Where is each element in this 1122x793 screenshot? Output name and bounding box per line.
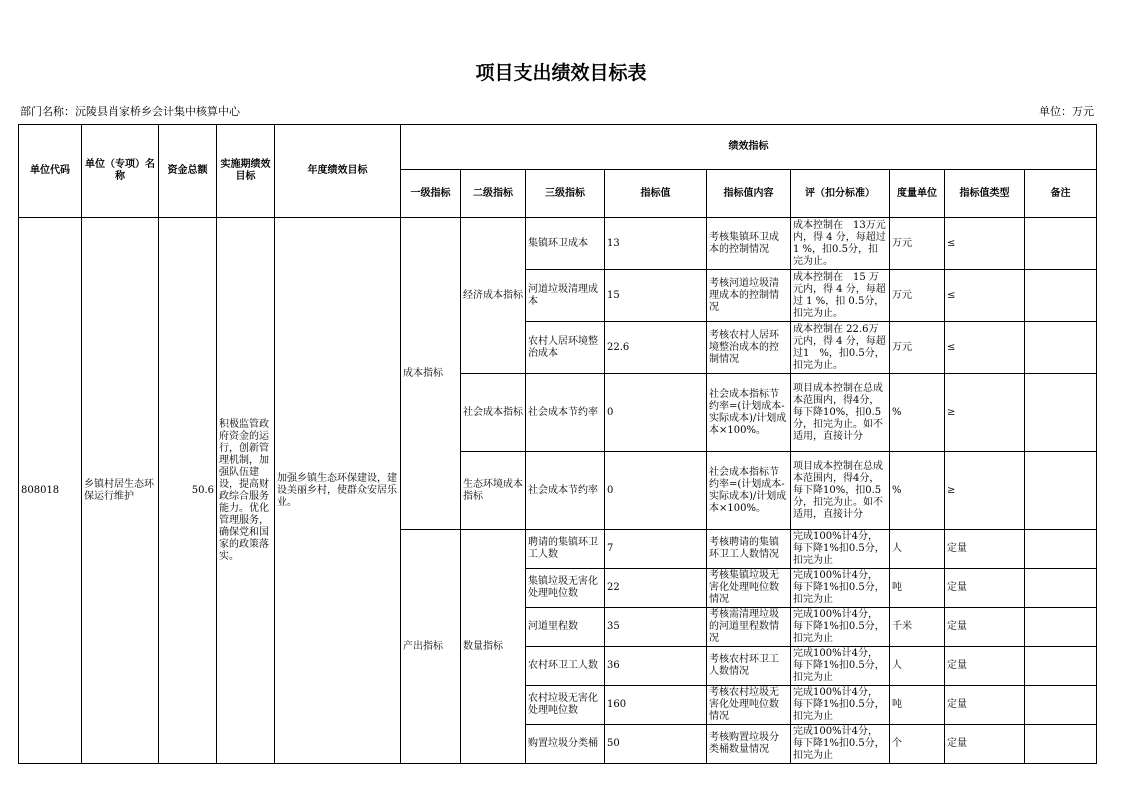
- project-period-goal: 积极监管政府资金的运行，创新管理机制，加强队伍建设，提高财政综合服务能力。优化管理服务，确保党和国家的政策落实。: [217, 218, 275, 764]
- row-content: 考核集镇垃圾无害化处理吨位数情况: [707, 569, 791, 608]
- group-economic-cost: 经济成本指标: [461, 218, 526, 374]
- row-remark: [1025, 452, 1097, 530]
- header-remarks: 备注: [1025, 170, 1097, 218]
- row-value: 7: [605, 530, 707, 569]
- row-l3: 农村人居环境整治成本: [526, 322, 605, 374]
- row-scoring: 完成100%计4分，每下降1%扣0.5分，扣完为止: [791, 686, 890, 725]
- page-title: 项目支出绩效目标表: [475, 62, 647, 84]
- row-value: 160: [605, 686, 707, 725]
- row-remark: [1025, 647, 1097, 686]
- row-value: 0: [605, 452, 707, 530]
- row-l3: 农村环卫工人数: [526, 647, 605, 686]
- header-unit-code: 单位代码: [19, 125, 82, 218]
- row-type: ≥: [945, 374, 1025, 452]
- row-type: 定量: [945, 725, 1025, 764]
- row-remark: [1025, 374, 1097, 452]
- row-content: 考核农村人居环境整治成本的控制情况: [707, 322, 791, 374]
- header-level1: 一级指标: [401, 170, 461, 218]
- row-type: 定量: [945, 608, 1025, 647]
- row-scoring: 完成100%计4分，每下降1%扣0.5分，扣完为止: [791, 647, 890, 686]
- group-quantity: 数量指标: [461, 530, 526, 764]
- header-period-goal: 实施期绩效目标: [217, 125, 275, 218]
- row-unit: 人: [890, 647, 945, 686]
- row-content: 考核购置垃圾分类桶数量情况: [707, 725, 791, 764]
- row-type: 定量: [945, 686, 1025, 725]
- row-type: 定量: [945, 569, 1025, 608]
- row-type: ≤: [945, 218, 1025, 270]
- performance-table: [18, 124, 1097, 764]
- header-value: 指标值: [605, 170, 707, 218]
- row-remark: [1025, 725, 1097, 764]
- header-content: 指标值内容: [707, 170, 791, 218]
- group-social-cost: 社会成本指标: [461, 374, 526, 452]
- row-scoring: 完成100%计4分，每下降1%扣0.5分，扣完为止: [791, 569, 890, 608]
- row-scoring: 成本控制在 22.6万元内，得 4 分，每超过1 %，扣0.5分，扣完为止。: [791, 322, 890, 374]
- row-content: 考核农村环卫工人数情况: [707, 647, 791, 686]
- row-unit: %: [890, 452, 945, 530]
- row-content: 考核集镇环卫成本的控制情况: [707, 218, 791, 270]
- row-type: ≥: [945, 452, 1025, 530]
- row-value: 36: [605, 647, 707, 686]
- row-unit: 人: [890, 530, 945, 569]
- project-annual-goal: 加强乡镇生态环保建设，建设美丽乡村，使群众安居乐业。: [275, 218, 401, 764]
- row-l3: 集镇垃圾无害化处理吨位数: [526, 569, 605, 608]
- header-annual-goal: 年度绩效目标: [275, 125, 401, 218]
- row-l3: 河道里程数: [526, 608, 605, 647]
- row-content: 考核聘请的集镇环卫工人数情况: [707, 530, 791, 569]
- row-l3: 社会成本节约率: [526, 452, 605, 530]
- row-unit: 千米: [890, 608, 945, 647]
- header-row-1: [19, 125, 1097, 170]
- row-value: 13: [605, 218, 707, 270]
- row-l3: 聘请的集镇环卫工人数: [526, 530, 605, 569]
- header-level3: 三级指标: [526, 170, 605, 218]
- row-remark: [1025, 530, 1097, 569]
- header-level2: 二级指标: [461, 170, 526, 218]
- row-content: 考核农村垃圾无害化处理吨位数情况: [707, 686, 791, 725]
- row-remark: [1025, 218, 1097, 270]
- row-type: ≤: [945, 270, 1025, 322]
- row-value: 15: [605, 270, 707, 322]
- row-l3: 社会成本节约率: [526, 374, 605, 452]
- row-l3: 集镇环卫成本: [526, 218, 605, 270]
- row-value: 35: [605, 608, 707, 647]
- row-scoring: 项目成本控制在总成本范围内，得4分，每下降10%，扣0.5分，扣完为止。如不适用，直接计分: [791, 374, 890, 452]
- project-funds: 50.6: [159, 218, 217, 764]
- row-type: ≤: [945, 322, 1025, 374]
- row-unit: 万元: [890, 218, 945, 270]
- row-type: 定量: [945, 647, 1025, 686]
- row-unit: 万元: [890, 270, 945, 322]
- header-scoring: 评（扣分标准）: [791, 170, 890, 218]
- header-total-funds: 资金总额: [159, 125, 217, 218]
- row-scoring: 成本控制在 15 万元内，得 4 分，每超过 1 %，扣 0.5分，扣完为止。: [791, 270, 890, 322]
- row-unit: 万元: [890, 322, 945, 374]
- department-name: 部门名称：沅陵县肖家桥乡会计集中核算中心: [20, 105, 240, 118]
- project-name: 乡镇村居生态环保运行维护: [82, 218, 159, 764]
- row-scoring: 完成100%计4分，每下降1%扣0.5分，扣完为止: [791, 530, 890, 569]
- project-code: 808018: [19, 218, 82, 764]
- group-cost: 成本指标: [401, 218, 461, 530]
- row-value: 22: [605, 569, 707, 608]
- row-scoring: 成本控制在 13万元内，得 4 分，每超过1 %，扣0.5分，扣完为止。: [791, 218, 890, 270]
- row-l3: 河道垃圾清理成本: [526, 270, 605, 322]
- row-remark: [1025, 322, 1097, 374]
- table-row: [19, 218, 1097, 270]
- row-unit: 吨: [890, 686, 945, 725]
- row-unit: %: [890, 374, 945, 452]
- row-value: 50: [605, 725, 707, 764]
- header-measure-unit: 度量单位: [890, 170, 945, 218]
- row-remark: [1025, 686, 1097, 725]
- row-unit: 吨: [890, 569, 945, 608]
- row-content: 考核河道垃圾清理成本的控制情况: [707, 270, 791, 322]
- row-content: 社会成本指标节约率=(计划成本-实际成本)/计划成本×100%。: [707, 452, 791, 530]
- row-value: 22.6: [605, 322, 707, 374]
- row-scoring: 项目成本控制在总成本范围内，得4分，每下降10%，扣0.5分，扣完为止。如不适用，直接计分: [791, 452, 890, 530]
- unit-label: 单位：万元: [1039, 105, 1094, 118]
- header-indicators: 绩效指标: [401, 125, 1097, 170]
- row-scoring: 完成100%计4分，每下降1%扣0.5分，扣完为止: [791, 608, 890, 647]
- row-l3: 购置垃圾分类桶: [526, 725, 605, 764]
- row-type: 定量: [945, 530, 1025, 569]
- header-unit-name: 单位（专项）名称: [82, 125, 159, 218]
- row-scoring: 完成100%计4分，每下降1%扣0.5分，扣完为止: [791, 725, 890, 764]
- row-value: 0: [605, 374, 707, 452]
- header-value-type: 指标值类型: [945, 170, 1025, 218]
- row-remark: [1025, 608, 1097, 647]
- row-content: 社会成本指标节约率=(计划成本-实际成本)/计划成本×100%。: [707, 374, 791, 452]
- group-output: 产出指标: [401, 530, 461, 764]
- row-remark: [1025, 270, 1097, 322]
- row-l3: 农村垃圾无害化处理吨位数: [526, 686, 605, 725]
- row-remark: [1025, 569, 1097, 608]
- row-unit: 个: [890, 725, 945, 764]
- group-eco-cost: 生态环境成本指标: [461, 452, 526, 530]
- row-content: 考核需清理垃圾的河道里程数情况: [707, 608, 791, 647]
